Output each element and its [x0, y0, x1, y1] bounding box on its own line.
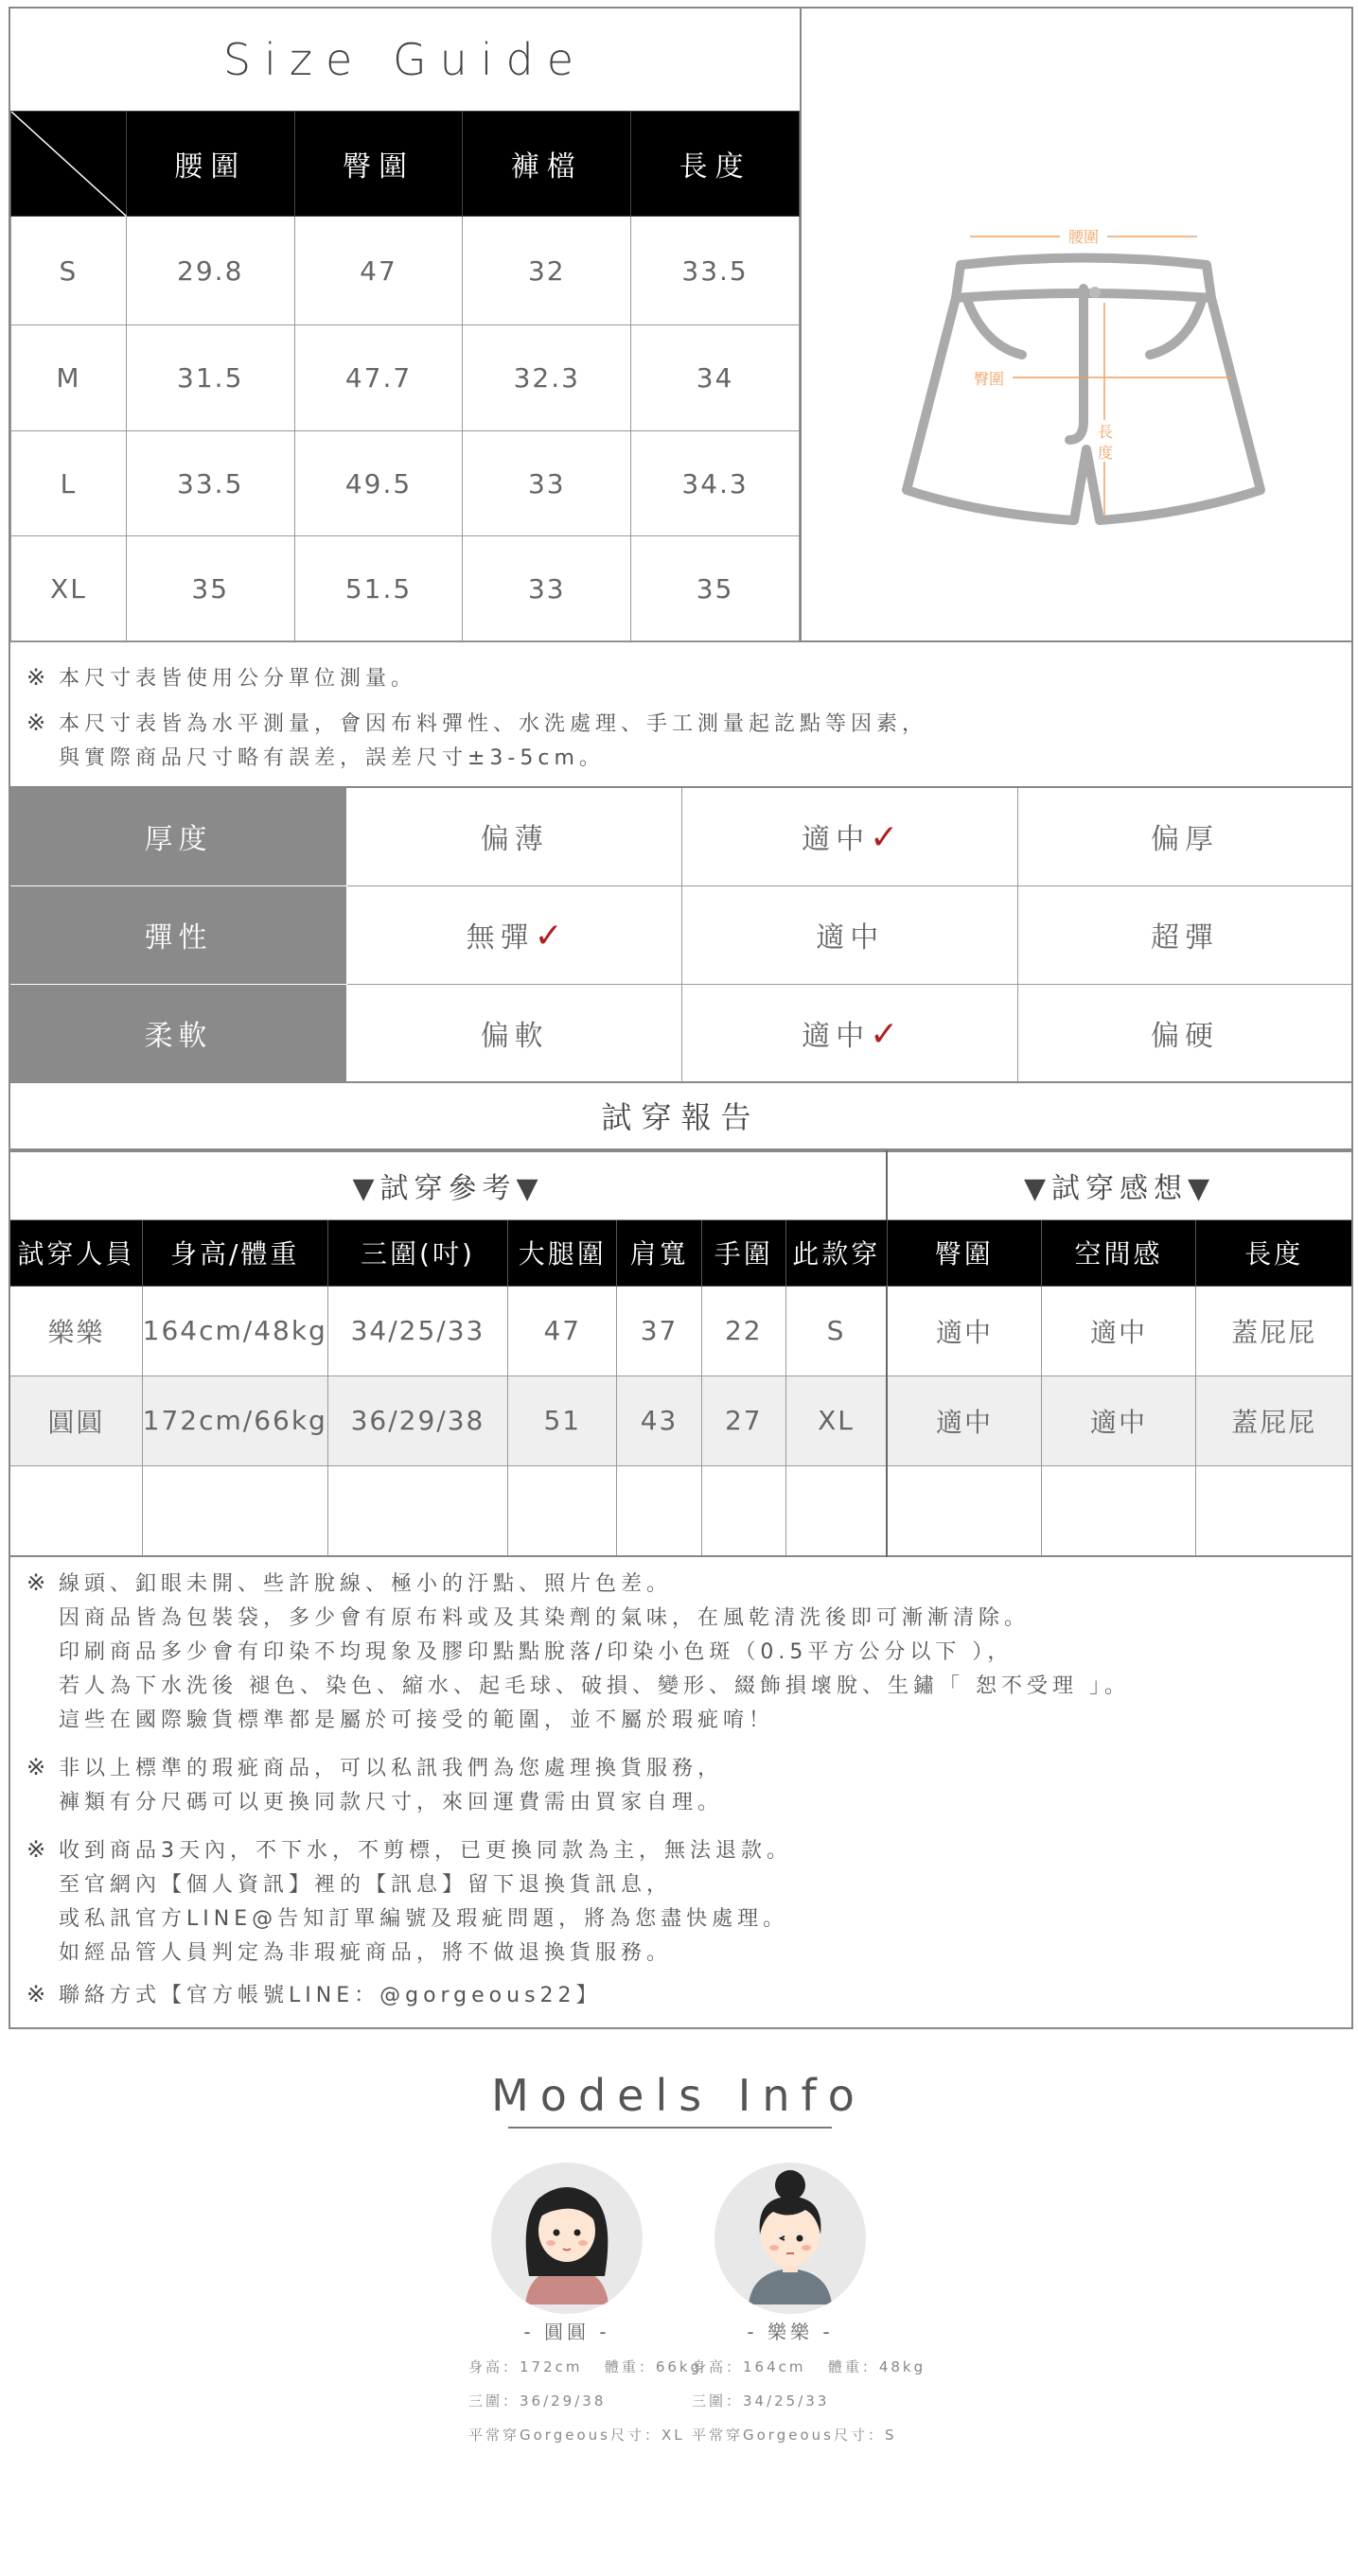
fitting-table — [9, 1150, 1353, 1557]
diagonal-line-icon — [11, 112, 127, 217]
note-mark: ※ — [26, 1981, 46, 2007]
size-value: 32 — [463, 217, 631, 325]
fabric-option: 適中✓ — [682, 984, 1018, 1082]
size-value: 31.5 — [126, 325, 294, 431]
fitting-cell: S — [785, 1286, 887, 1376]
size-value: 33.5 — [126, 431, 294, 536]
models-title-underline — [508, 2127, 832, 2129]
model-usual-size: 平常穿Gorgeous尺寸：XL — [468, 2427, 685, 2444]
size-value: 35 — [631, 536, 800, 641]
fitting-cell: 蓋屁屁 — [1196, 1376, 1352, 1465]
check-mark-icon: ✓ — [870, 818, 899, 858]
fitting-cell: 樂樂 — [9, 1286, 142, 1376]
model-name: - 圓圓 - — [523, 2320, 610, 2343]
note-line: 如經品管人員判定為非瑕疵商品，將不做退換貨服務。 — [59, 1941, 673, 1965]
check-mark-icon: ✓ — [534, 917, 563, 955]
fabric-label: 柔軟 — [9, 984, 346, 1082]
fabric-row — [9, 984, 1352, 1082]
fabric-option: 適中 — [682, 885, 1018, 984]
note-line: 這些在國際驗貨標準都是屬於可接受的範圍，並不屬於瑕疵唷！ — [59, 1709, 775, 1732]
note-mark: ※ — [26, 664, 46, 691]
size-row — [11, 431, 800, 536]
size-row — [11, 325, 800, 431]
size-value: 35 — [126, 536, 294, 641]
fitting-ref-title: ▼試穿參考▼ — [9, 1151, 887, 1219]
size-label: L — [11, 431, 127, 536]
size-value: 34.3 — [631, 431, 800, 536]
measure-note — [26, 660, 416, 696]
measure-note — [26, 706, 927, 776]
model-name: - 樂樂 - — [747, 2320, 834, 2343]
fitting-row-empty — [9, 1465, 1352, 1556]
fabric-option: 偏硬 — [1017, 984, 1352, 1082]
long-hair-woman-icon — [491, 2163, 643, 2314]
fitting-header: 空間感 — [1041, 1219, 1195, 1286]
model-stats — [468, 2350, 702, 2452]
note-line: 線頭、釦眼未開、些許脫線、極小的汙點、照片色差。 — [59, 1572, 673, 1596]
policy-note — [26, 1832, 792, 1971]
col-header-length: 長度 — [631, 112, 800, 217]
fitting-cell: XL — [785, 1376, 887, 1465]
fitting-cell: 適中 — [887, 1286, 1041, 1376]
fitting-cell: 37 — [617, 1286, 701, 1376]
policy-note — [26, 1977, 602, 2013]
fitting-cell: 適中 — [887, 1376, 1041, 1465]
fitting-cell: 適中 — [1041, 1286, 1195, 1376]
col-header-waist: 腰圍 — [126, 112, 294, 217]
model-usual-size: 平常穿Gorgeous尺寸：S — [692, 2427, 897, 2444]
models-title: Models Info — [491, 2070, 866, 2121]
fabric-option: 偏軟 — [346, 984, 682, 1082]
fitting-cell: 蓋屁屁 — [1196, 1286, 1352, 1376]
note-line: 本尺寸表皆為水平測量，會因布料彈性、水洗處理、手工測量起訖點等因素， — [59, 712, 928, 736]
fitting-row — [9, 1286, 1352, 1376]
fitting-cell: 172cm/66kg — [142, 1376, 327, 1465]
size-value: 51.5 — [294, 536, 463, 641]
waist-diagram-label: 腰圍 — [1060, 223, 1107, 248]
fabric-option: 超彈 — [1017, 885, 1352, 984]
fabric-table — [9, 786, 1353, 1083]
note-line: 收到商品3天內，不下水，不剪標，已更換同款為主，無法退款。 — [59, 1839, 792, 1863]
fitting-cell: 164cm/48kg — [142, 1286, 327, 1376]
fitting-cell: 圓圓 — [9, 1376, 142, 1465]
size-value: 47.7 — [294, 325, 463, 431]
fitting-feel-title: ▼試穿感想▼ — [887, 1151, 1352, 1219]
size-value: 47 — [294, 217, 463, 325]
size-value: 33.5 — [631, 217, 800, 325]
model-height: 身高：164cm — [692, 2358, 806, 2375]
model-stats — [692, 2350, 926, 2452]
fitting-header: 長度 — [1196, 1219, 1352, 1286]
fitting-row — [9, 1376, 1352, 1465]
fitting-header: 試穿人員 — [9, 1219, 142, 1286]
fitting-header: 身高/體重 — [142, 1219, 327, 1286]
bun-hair-woman-icon — [714, 2163, 866, 2314]
note-line: 褲類有分尺碼可以更換同款尺寸，來回運費需由買家自理。 — [59, 1791, 724, 1814]
col-header-rise: 褲檔 — [463, 112, 631, 217]
fitting-title: 試穿報告 — [9, 1081, 1353, 1150]
model-measurements: 三圍：34/25/33 — [692, 2392, 830, 2410]
fabric-row — [9, 885, 1352, 984]
size-value: 32.3 — [463, 325, 631, 431]
note-mark: ※ — [26, 710, 46, 736]
note-mark: ※ — [26, 1569, 46, 1596]
size-guide-divider — [800, 7, 802, 642]
fitting-header: 大腿圍 — [508, 1219, 617, 1286]
fitting-header: 肩寬 — [617, 1219, 701, 1286]
length-diagram-label-1: 長 — [1095, 420, 1116, 441]
size-value: 34 — [631, 325, 800, 431]
note-line: 聯絡方式【官方帳號LINE：@gorgeous22】 — [59, 1984, 602, 2007]
note-line: 或私訊官方LINE@告知訂單編號及瑕疵問題，將為您盡快處理。 — [59, 1907, 789, 1931]
fitting-cell: 34/25/33 — [327, 1286, 507, 1376]
col-header-hip: 臀圍 — [294, 112, 463, 217]
note-line: 因商品皆為包裝袋，多少會有原布料或及其染劑的氣味，在風乾清洗後即可漸漸清除。 — [59, 1606, 1031, 1630]
size-row — [11, 536, 800, 641]
fabric-option: 無彈✓ — [346, 885, 682, 984]
fabric-option: 偏薄 — [346, 787, 682, 885]
model-height: 身高：172cm — [468, 2358, 583, 2375]
fitting-header: 三圍(吋) — [327, 1219, 507, 1286]
fitting-cell: 36/29/38 — [327, 1376, 507, 1465]
size-value: 33 — [463, 536, 631, 641]
model-weight: 體重：48kg — [827, 2358, 926, 2375]
fitting-cell: 51 — [508, 1376, 617, 1465]
fabric-option: 適中✓ — [682, 787, 1018, 885]
size-value: 29.8 — [126, 217, 294, 325]
size-row — [11, 217, 800, 325]
policy-note — [26, 1750, 723, 1820]
hip-diagram-label: 臀圍 — [965, 365, 1013, 390]
size-value: 33 — [463, 431, 631, 536]
check-mark-icon: ✓ — [870, 1014, 899, 1054]
size-label: S — [11, 217, 127, 325]
fitting-header: 臀圍 — [887, 1219, 1041, 1286]
fitting-header: 此款穿 — [785, 1219, 887, 1286]
note-line: 印刷商品多少會有印染不均現象及膠印點點脫落/印染小色斑（0.5平方公分以下 ）， — [59, 1640, 1014, 1664]
fitting-cell: 22 — [701, 1286, 785, 1376]
note-mark: ※ — [26, 1754, 46, 1780]
note-line: 與實際商品尺寸略有誤差，誤差尺寸±3-5cm。 — [59, 746, 605, 770]
model-measurements: 三圍：36/29/38 — [468, 2392, 607, 2410]
corner-cell — [11, 112, 127, 217]
fabric-label: 彈性 — [9, 885, 346, 984]
fitting-cell: 27 — [701, 1376, 785, 1465]
note-line: 若人為下水洗後 褪色、染色、縮水、起毛球、破損、變形、綴飾損壞脫、生鏽「 恕不受理 」。 — [59, 1674, 1130, 1698]
fitting-cell: 47 — [508, 1286, 617, 1376]
fitting-cell: 適中 — [1041, 1376, 1195, 1465]
note-line: 本尺寸表皆使用公分單位測量。 — [59, 667, 417, 691]
model-weight: 體重：66kg — [604, 2358, 703, 2375]
note-mark: ※ — [26, 1836, 46, 1863]
size-label: XL — [11, 536, 127, 641]
fabric-option: 偏厚 — [1017, 787, 1352, 885]
size-table — [10, 111, 800, 641]
size-label: M — [11, 325, 127, 431]
note-line: 至官網內【個人資訊】裡的【訊息】留下退換貨訊息， — [59, 1873, 673, 1897]
shorts-diagram-icon — [890, 213, 1287, 539]
size-value: 49.5 — [294, 431, 463, 536]
fabric-row — [9, 787, 1352, 885]
fitting-cell: 43 — [617, 1376, 701, 1465]
fitting-header: 手圍 — [701, 1219, 785, 1286]
length-diagram-label-2: 度 — [1095, 441, 1116, 462]
note-line: 非以上標準的瑕疵商品，可以私訊我們為您處理換貨服務， — [59, 1757, 724, 1780]
size-guide-title: Size Guide — [222, 34, 588, 85]
policy-note — [26, 1566, 1130, 1738]
fabric-label: 厚度 — [9, 787, 346, 885]
